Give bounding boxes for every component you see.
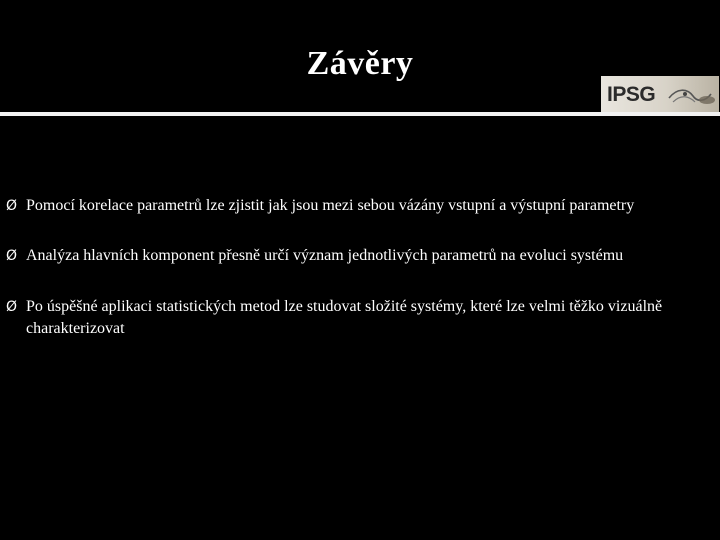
logo-text: IPSG [607,83,656,106]
bullet-arrow-icon: Ø [6,299,18,315]
bullet-text: Po úspěšné aplikaci statistických metod lze studovat složité systémy, které lze velmi těžko vizuálně charakterizovat [26,298,663,337]
title-divider [0,112,720,116]
slide-title: Závěry [306,45,414,82]
bullet-arrow-icon: Ø [6,198,18,214]
logo-swirl-icon [667,80,717,109]
bullet-text: Analýza hlavních komponent přesně určí význam jednotlivých parametrů na evoluci systému [26,247,624,264]
bullet-arrow-icon: Ø [6,248,18,264]
ipsg-logo [601,76,719,113]
bullet-text: Pomocí korelace parametrů lze zjistit jak jsou mezi sebou vázány vstupní a výstupní parametry [26,197,635,214]
